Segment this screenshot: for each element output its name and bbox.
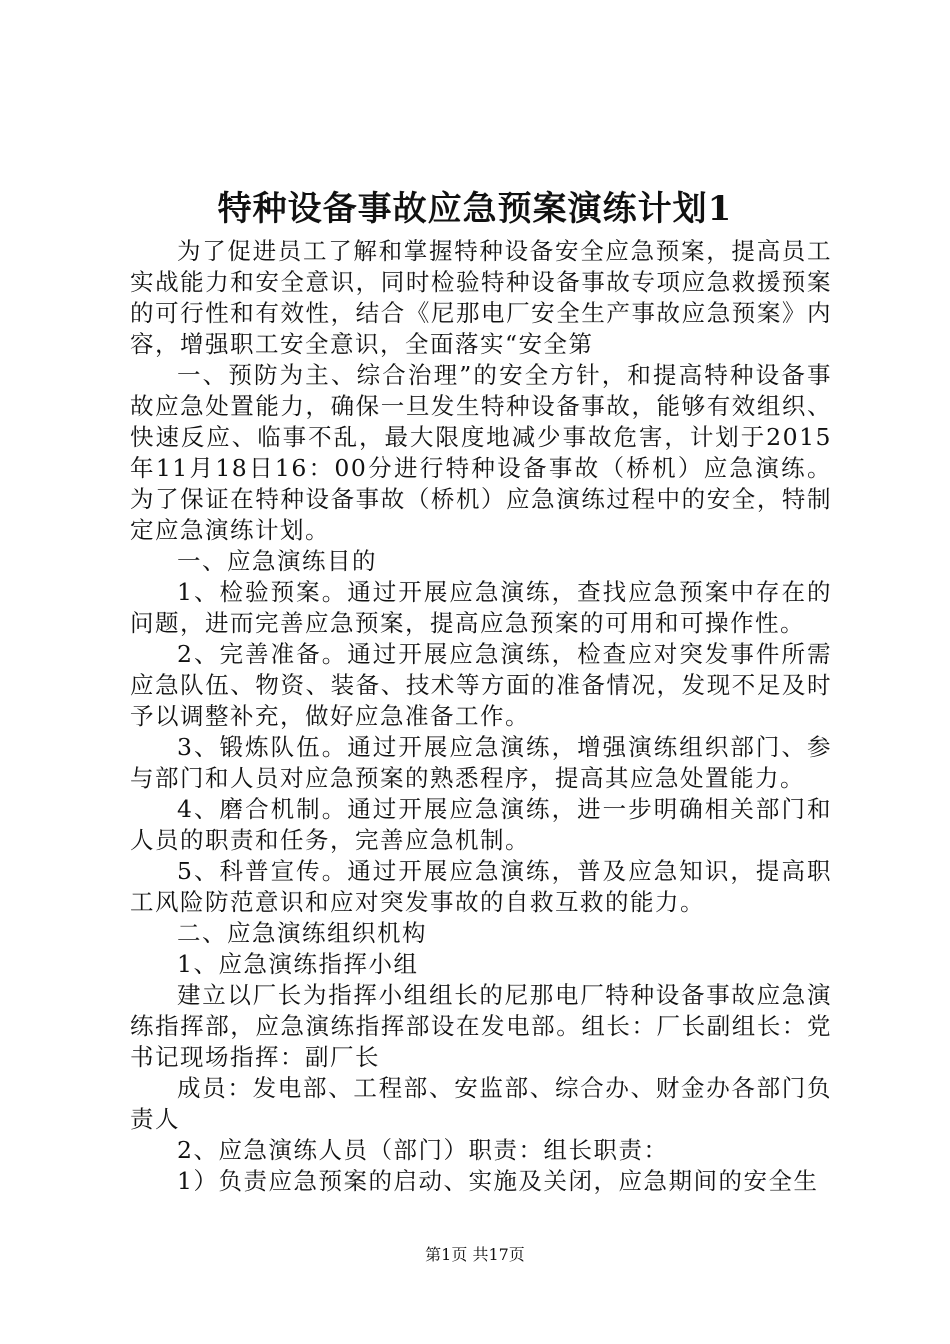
paragraph: 建立以厂长为指挥小组组长的尼那电厂特种设备事故应急演练指挥部，应急演练指挥部设在发电部。组长：厂长副组长：党书记现场指挥：副厂长: [130, 981, 832, 1071]
section-heading: 一、应急演练目的: [177, 547, 377, 575]
paragraph: 成员：发电部、工程部、安监部、综合办、财金办各部门负责人: [130, 1074, 832, 1133]
paragraph: 2、完善准备。通过开展应急演练，检查应对突发事件所需应急队伍、物资、装备、技术等方面的准备情况，发现不足及时予以调整补充，做好应急准备工作。: [130, 640, 832, 730]
paragraph: 4、磨合机制。通过开展应急演练，进一步明确相关部门和人员的职责和任务，完善应急机制。: [130, 795, 832, 854]
page-footer: 第1页 共17页: [425, 1245, 525, 1264]
paragraph: 一、预防为主、综合治理”的安全方针，和提高特种设备事故应急处置能力，确保一旦发生特种设备事故，能够有效组织、快速反应、临事不乱，最大限度地减少事故危害，计划于2015年11月18日16：00分进行特种设备事故（桥机）应急演练。为了保证在特种设备事故（桥机）应急演练过程中的安全，特制定应急演练计划。: [130, 361, 832, 544]
subsection-heading: 2、应急演练人员（部门）职责：组长职责：: [177, 1136, 669, 1164]
paragraph: 5、科普宣传。通过开展应急演练，普及应急知识，提高职工风险防范意识和应对突发事故的自救互救的能力。: [130, 857, 832, 916]
section-heading: 二、应急演练组织机构: [177, 919, 427, 947]
paragraph: 3、锻炼队伍。通过开展应急演练，增强演练组织部门、参与部门和人员对应急预案的熟悉程序，提高其应急处置能力。: [130, 733, 832, 792]
document-title: 特种设备事故应急预案演练计划1: [217, 189, 733, 229]
subsection-heading: 1、应急演练指挥小组: [177, 950, 419, 978]
document-body: [130, 236, 832, 1197]
paragraph: 为了促进员工了解和掌握特种设备安全应急预案，提高员工实战能力和安全意识，同时检验特种设备事故专项应急救援预案的可行性和有效性，结合《尼那电厂安全生产事故应急预案》内容，增强职工安全意识，全面落实“安全第: [130, 237, 832, 358]
paragraph: 1）负责应急预案的启动、实施及关闭，应急期间的安全生: [177, 1167, 819, 1195]
paragraph: 1、检验预案。通过开展应急演练，查找应急预案中存在的问题，进而完善应急预案，提高应急预案的可用和可操作性。: [130, 578, 832, 637]
